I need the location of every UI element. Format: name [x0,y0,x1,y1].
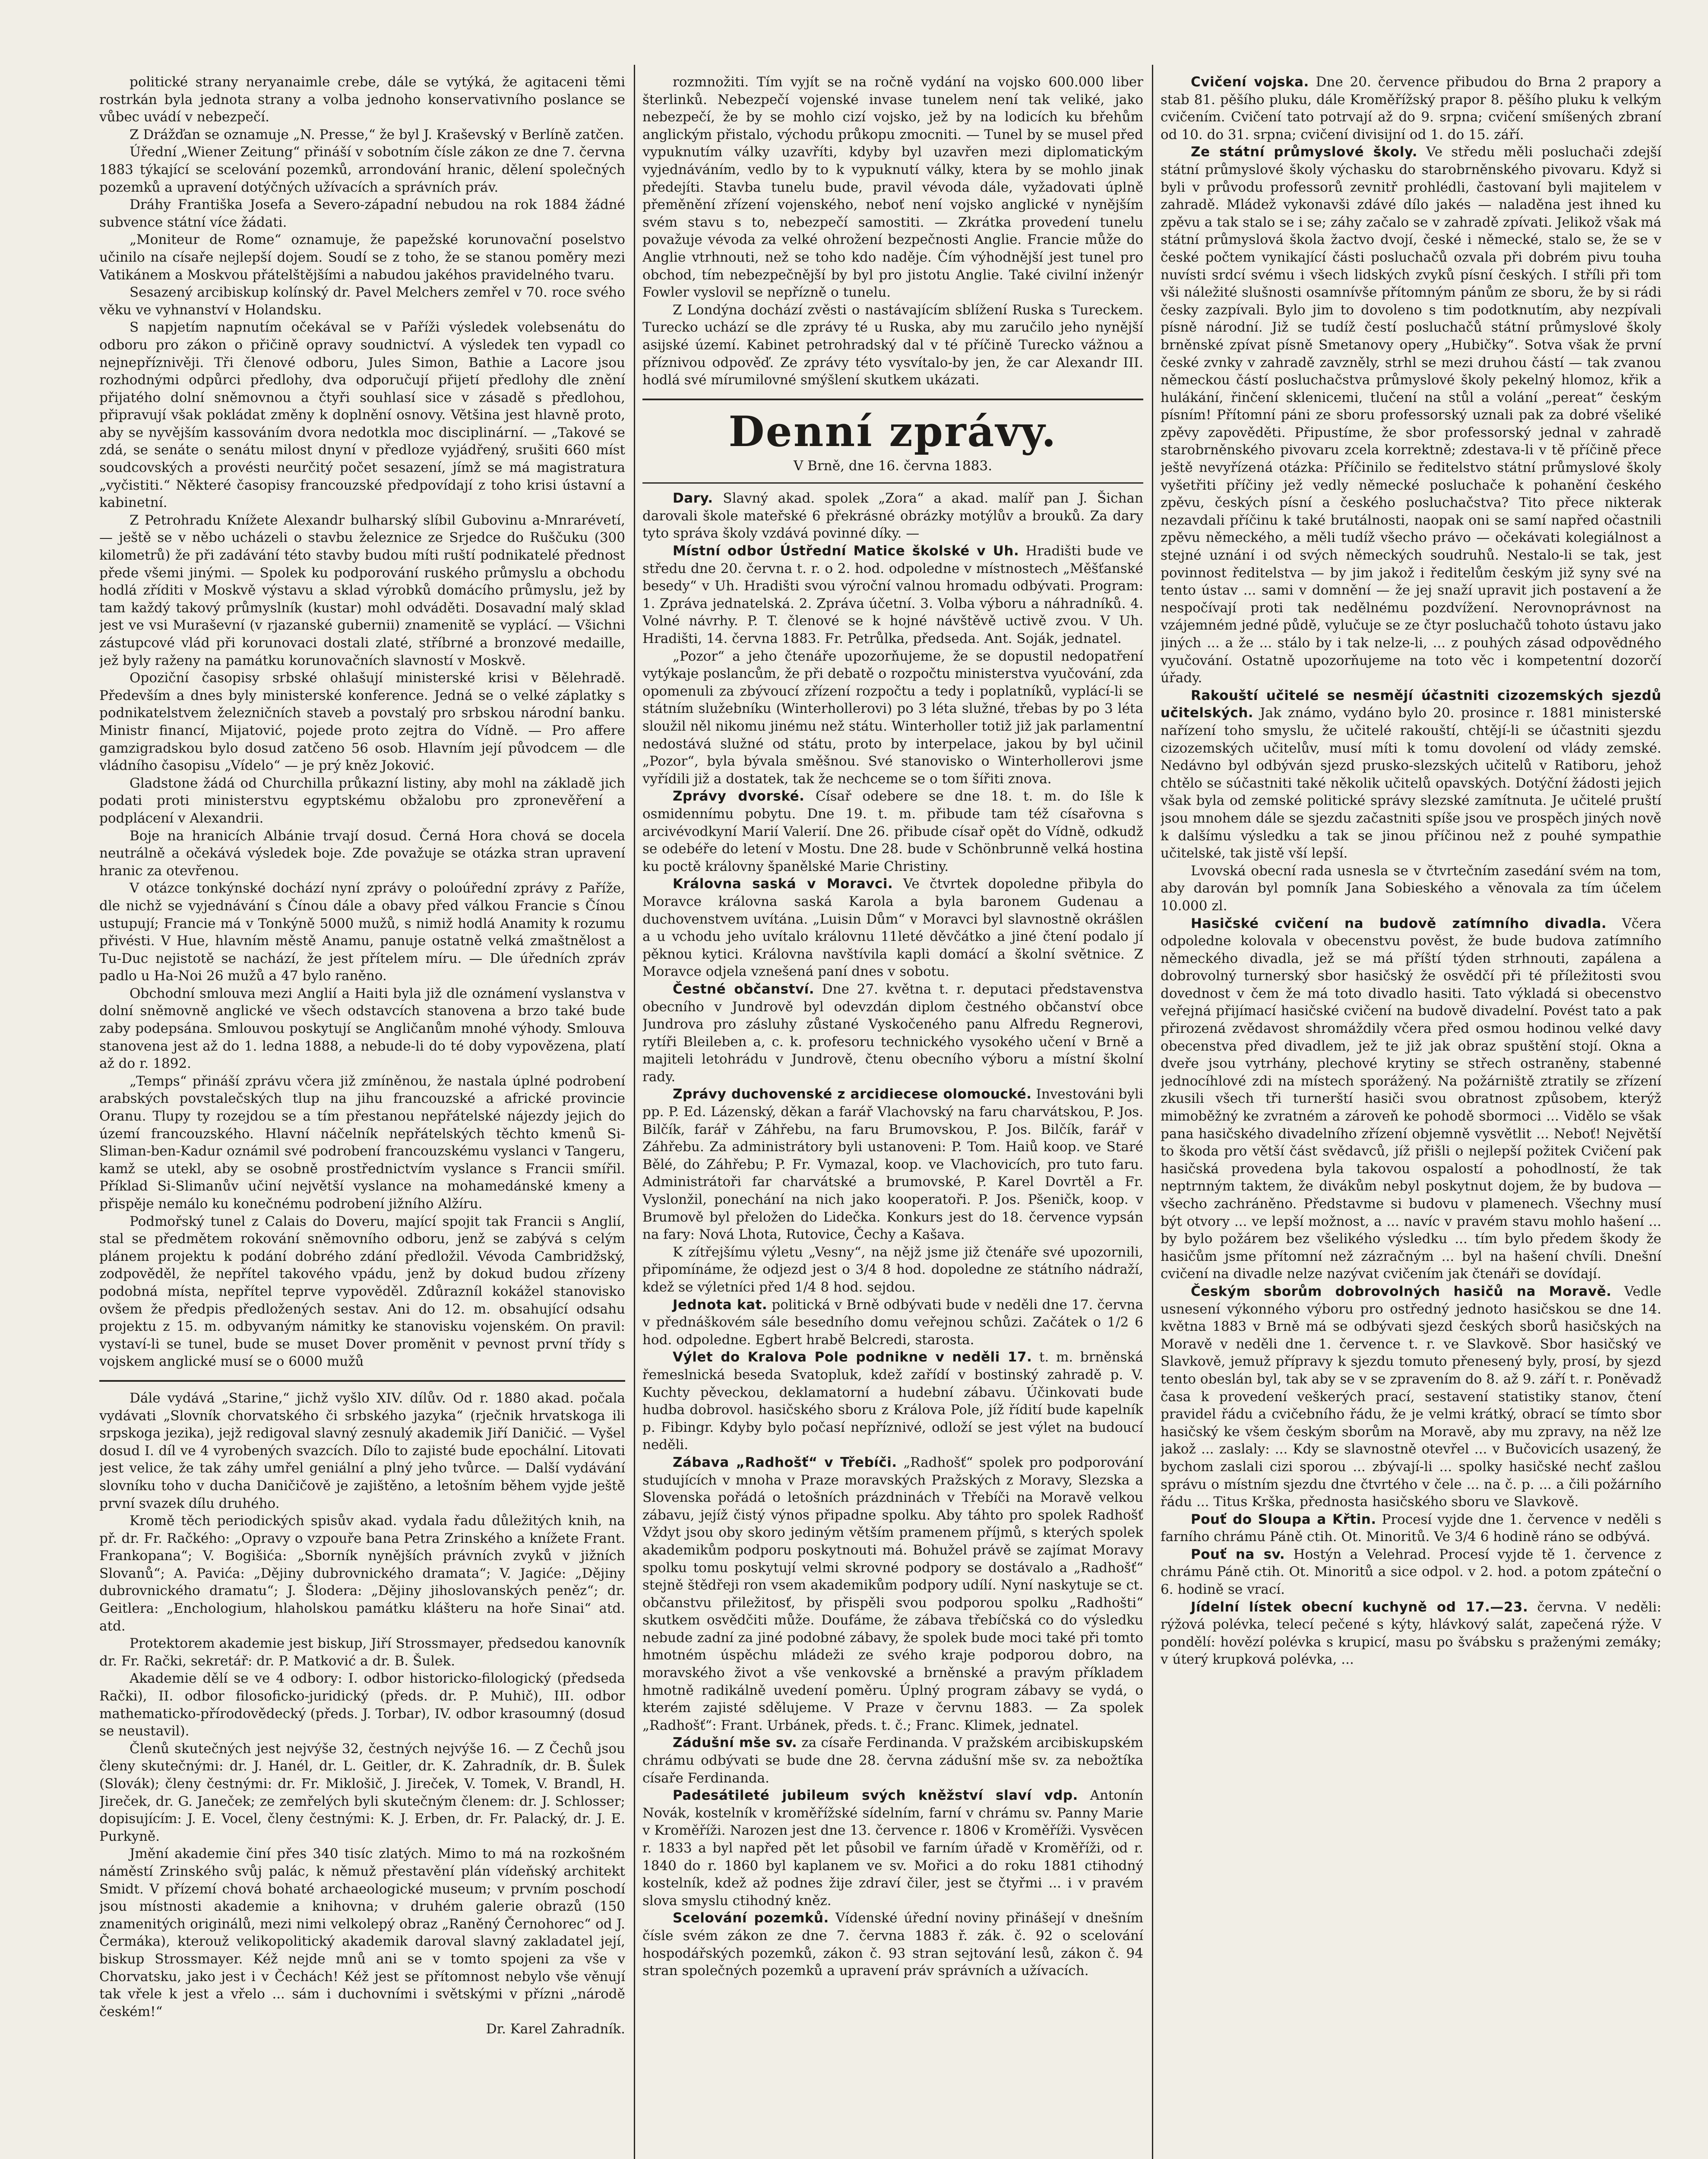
heading-divider [642,482,1143,484]
article-paragraph: Z Londýna dochází zvěsti o nastávajícím sblížení Ruska s Tureckem. Turecko uchází se dle zprávy té u Ruska, aby mu zaručilo jeho nynější asijské území. Kabinet petrohradský dal v té příčině Turecko vážnou a příznivou odpověď. Ze zprávy této vysvítalo-by jen, že car Alexandr III. hodlá své mírumilovné smýšlení skutkem ukázati. [642,302,1143,388]
article-paragraph: Jmění akademie činí přes 340 tisíc zlatých. Mimo to má na rozkošném náměstí Zrinského svůj palác, k němuž přestavění plán vídeňský architekt Smidt. V přízemí chová bohaté archaeologické museum; v prvním poschodí jsou místnosti akademie a knihovna; v druhém galerie obrazů (150 znamenitých originálů, mezi nimi velkolepý obraz „Raněný Černohorec“ od J. Čermáka), kterouž velikopolitický akademik daroval slavný zakladatel její, biskup Strossmayer. Kéž nejde mnů ani se v tomto spojeni za vše v Chorvatsku, jako jest i v Čechách! Kéž jest se přítomnost nebylo vše věnují tak vřele k jest a vřelo ... sám i duchovními i světskými v přízni „národě českém!“ [99,1846,625,2020]
news-item-title: Čestné občanství. [673,981,815,997]
article-paragraph: Členů skutečných jest nejvýše 32, čestných nejvýše 16. — Z Čechů jsou členy skutečnými: dr. J. Hanél, dr. L. Geitler, dr. K. Zahradník, dr. B. Šulek (Slovák); členy čestnými: dr. Fr. Miklošič, J. Jireček, V. Tomek, V. Brandl, H. Jireček, dr. G. Janeček; ze zemřelých byli skutečným členem: dr. J. Schlosser; dopisujícím: J. E. Vocel, členy čestnými: K. J. Erben, dr. Fr. Palacký, dr. J. E. Purkyně. [99,1741,625,1844]
news-item-title: Scelování pozemků. [673,1910,829,1926]
news-item-title: Padesátileté jubileum svých kněžství slaví vdp. [673,1788,1078,1804]
news-item: Pouť na sv. Hostýn a Velehrad. Procesí vyjde tě 1. července z chrámu Páně ctih. Ot. Minoritů a sice odpol. v 2. hod. a potom zpáteční o 6. hodině se vrací. [1161,1546,1661,1598]
article-paragraph: Opoziční časopisy srbské ohlašují ministerské krisi v Bělehradě. Především a dnes byly ministerské konference. Jedná se o velké záplatky s podnikatelstvem železničních staveb a povstalý pro srbskou národní banku. Ministr financí, Mijatović, pojede proto zejtra do Vídně. — Pro affere gamzigradskou bylo dosud zatčeno 56 osob. Hlavním její původcem — dle vládního časopisu „Vídelo“ — je prý kněz Joković. [99,670,625,774]
news-item-title: Hasičské cvičení na budově zatímního divadla. [1191,915,1607,931]
news-item: Hasičské cvičení na budově zatímního divadla. Včera odpoledne kolovala v obecenstvu pověst, že bude budova zatímního německého divadla, jež se má příští týden strhnouti, zapálena a dobrovolný turnerský sbor hasičský že osvědčí při té příležitosti svou dovednost v čem že má toto divadlo hasiti. Tato výkladá si obecenstvo veřejná přijímací hasičské cvičení na budově divadelní. Povést tato a pak přirozená zvědavost shromáždily včera před osmou hodinou velké davy obecenstva před divadlem, jež te již jak obraz spuštění stojí. Okna a dveře jsou vytrhány, plechové krytiny se střech ostraněny, stabenné jednocíhlové zdi na místech sporážený. Na požárniště ztratily se zřízení zkusili všech tři turnerští hasiči svou obratnost způsobem, kterýž mimoběžný ke zvratném a zároveň ke pohodě sbormoci ... Vidělo se však pana hasičského divadelního zřízení objemně vysvětlit ... Neboť! Největší to škoda pro větší část svědavců, jíž přišli o nejlepší požitek Cvičení pak hasičská provedena byla takovou ospalostí a pohodlností, že tak neptrnným taktem, že divákům nebyl poskytnut dojem, že by budova — všecho zachráněno. Představme si budovu v plamenech. Všechny musí být otvory ... ve lepší možnost, a ... navíc v pravém stavu mohlo hašení ... by bylo požárem bez všelikého výsledku ... tím bylo předem škody že hasičům jsme přítomní než zázračným ... byl na hašení chvíli. Dnešní cvičení na divadle nelze nazývat cvičením jak čtenáři se dovídají. [1161,915,1661,1282]
news-item: Pouť do Sloupa a Křtin. Procesí vyjde dne 1. července v neděli s farního chrámu Páně ctih. Ot. Minoritů. Ve 3/4 6 hodině ráno se odbývá. [1161,1511,1661,1545]
news-item: K zítřejšímu výletu „Vesny“, na nějž jsme již čtenáře své upozornili, připomínáme, že odjezd jest o 3/4 8 hod. dopoledne ze státního nádraží, kdež se výletníci před 1/4 8 hod. sejdou. [642,1244,1143,1295]
article-paragraph: Z Drážďan se oznamuje „N. Presse,“ že byl J. Kraševský v Berlíně zatčen. [130,127,624,142]
news-item: Královna saská v Moravci. Ve čtvrtek dopoledne přibyla do Moravce královna saská Karola a byla baronem Gudenau a duchovenstvem uvítána. „Luisin Dům“ v Moravci byl slavnostně okrášlen a u vchodu jeho uvítalo královnu 11leté děvčátko a jiné čtení podalo jí pěknou kytici. Královna navštívila kapli domácí a školní světnice. Z Moravce odjela vznešená paní dnes v sobotu. [642,876,1143,980]
news-item: Dary. Slavný akad. spolek „Zora“ a akad. malíř pan J. Šichan darovali škole mateřské 6 překrásné obrázky motýlův a brouků. Za dary tyto správa školy vzdává povinné díky. — [642,491,1143,541]
news-item: Zábava „Radhošť“ v Třebíči. „Radhošť“ spolek pro podporování studujících v mnoha v Praze moravských Pražských z Moravy, Slezska a Slovenska pořádá o letošních prázdninách v Třebíči na Moravě velkou zábavu, jejíž čistý výnos připadne spolku. Aby táhto pro spolek Radhošť Vždyt jsou oby skoro jediným větším pramenem příjmů, s kterých spolek akademikům podporu poskytnouti má. Bohužel právě se zajímat Moravy spolku tomu poskytují velmi skrovné podpory se dostávalo a „Radhošť“ stejně štědřeji ron vsem akademikům podpory udílí. Nyní naskytuje se ct. občanstvu přiležitosť, by přispěli svou podporou spolku „Radhošti“ skutkem osvědčiti může. Doufáme, že zábava třebíčská co do výsledku nebude zadní za jiné podobné zábavy, že spolek bude moci také při tomto hmotném úspěchu mládeži ze svého kraje podporou dobro, na moravského život a vše venkovské a brněnské a pravým příkladem hmotně radikálně uvedení poměru. Úplný program zábavy se vydá, o kterém zajisté sdělujeme. V Praze v červnu 1883. — Za spolek „Radhošť“: Frant. Urbánek, předs. t. č.; Franc. Klimek, jednatel. [642,1454,1143,1733]
article-paragraph: Dráhy Františka Josefa a Severo-západní nebudou na rok 1884 žádné subvence státní více žádati. [99,197,625,230]
article-paragraph: V otázce tonkýnské dochází nyní zprávy o poloúřední zprávy z Paříže, dle nichž se vyjednávání s Čínou dále a obavy před válkou Francie s Čínou ustupují; Francie má v Tonkýně 5000 mužů, s nimiž hodlá Anamity k rozumu přivésti. V Hue, hlavním městě Anamu, panuje ostatně velká zmaštnělost a Tu-Duc nejistotě se nachází, že jest přítelem míru. — Dle úředních zpráv padlo u Ha-Noi 26 mužů a 47 bylo raněno. [99,880,625,984]
article-paragraph: Obchodní smlouva mezi Anglií a Haiti byla již dle oznámení vyslanstva v dolní sněmovně anglické ve všech odstavcích stanovena a brzo také bude zaby podepsána. Smlouvou poskytují se Angličanům mnohé výhody. Smlouva stanovena jest až do 1. ledna 1888, a nebude-li do té doby vypovězena, platí až do r. 1892. [99,985,625,1072]
column-1-articles [99,73,625,1371]
article-paragraph: Kromě těch periodických spisův akad. vydala řadu důležitých knih, na př. dr. Fr. Račkého: „Opravy o vzpouře bana Petra Zrinského a knížete Frant. Frankopana“; V. Bogišića: „Sborník nynějších právních zvyků v jižních Slovanů“; A. Pavića: „Dějiny dubrovnického dramata“; V. Jagiće: „Dějiny dubrovnického dramatu“; J. Šlodera: „Dějiny jihoslovanských peněz“; dr. Geitlera: „Enchologium, hlaholskou památku klášteru na hoře Sinai“ atd. atd. [99,1513,625,1634]
news-item: Místní odbor Ústřední Matice školské v Uh. Hradišti bude ve středu dne 20. června t. r. o 2. hod. odpoledne v místnostech „Měšťanské besedy“ v Uh. Hradišti svou výroční valnou hromadu odbývati. Program: 1. Zpráva jednatelská. 2. Zpráva účetní. 3. Volba výboru a náhradníků. 4. Volné návrhy. P. T. členové se k hojné návštěvě uctivě zvou. V Uh. Hradišti, 14. června 1883. Fr. Petrůlka, předseda. Ant. Soják, jednatel. [642,543,1143,647]
news-item-title: Jednota kat. [673,1297,768,1313]
article-paragraph: S napjetím napnutím očekával se v Paříži výsledek volebsenátu do odboru pro zákon o přičině opravy soudnictví. A výsledek ten vypadl co nejnepříznivěji. Tři členové odboru, Jules Simon, Bathie a Lacore jsou rozhodnými odpůrci předlohy, dva odporučují přijetí předlohy dle znění přijatého dolní sněmovnou a čtyři souhlasí sice v zásadě s předlohou, připravují však pokládat změny k doplnění osnovy. Většina jest hlavně proto, aby se nyvějším kassováním dvora nedotkla moc disciplinární. — „Takové se zdá, se senáte o senátu milost dnyní v předloze vyjádřený, srušiti 660 míst soudcovských a provésti neurčitý počet sesazení, jímž se má magistratura „vyčistiti.“ Některé časopisy francouzské předpovídají z toho krisi ústavní a kabinetní. [99,320,625,511]
news-item: Ze státní průmyslové školy. Ve středu měli posluchači zdejší státní průmyslové školy výchasku do starobrněnského pivovaru. Když si byli v průvodu professorů zevnitř prohlédli, častovaní byli majitelem v zahradě. Mládež vykonavši zdávé dílo jakés — naladěna jest ihned ku zpěvu a tak stalo se i se; záhy začalo se v zahradě zpívati. Jelikož však má státní průmyslová škola žactvo dvojí, české i německé, stalo se, že se v české počtem vynikající části posluchačů ozvala při dobrém pivu touha nuvísti srdcí svému i všech lidských zvyků písní českých. I stříli při tom vši náležité slušnosti osamnívše přítomným pánům ze sboru, že by si rádi česky zazpívali. Bylo jim to dovoleno s tim podotknutím, aby nezpívali písně národní. Již se tudíž čestí posluchačů státní průmyslové školy brněnské zpívat písně Smetanovy opery „Hubičky“. Sotva však že první české zvnky v zahradě zavzněly, strhl se mezi druhou částí — tak zvanou německou částí posluchačstva průmyslové školy pekelný hlomoz, křik a hulákání, řinčení sklenicemi, tlučení na stůl a volání „pereat“ českým písním! Přítomní páni ze sboru professorský uznali pak za dobré všeliké zpěvy zapověděti. Připustíme, že sbor professorský jednal v zahradě starobrněnského pivovaru zcela korrektně; zdestava-li v tě příčině přece ještě nevyřízená otázka: Příčinilo se ředitelstvo státní průmyslové školy vyšetřiti příčiny jež vedly německé posluchače k pohanění českého zpěvu, českých písní a českého posluchačstva? Tito přece nikterak nezavdali příčinu k také brutálnosti, naopak oni se samí napřed očastnili zpěvu německého, a měli tudíž všecho právo — očekávati kolegiálnost a stejné uznání i od svých německých soudruhů. Nestalo-li se tak, jest povinnost ředitelstva — by jim jakož i ředitelům českým již syny své na tento ústav ... sami v domnění — že jej snaží upravit jich postavení a že nespočívají proti tak nedělnému pozdvížení. Nerovnoprávnost na vzájemném jedné půdě, vylučuje se ze čtyr posluchačů tohoto ústavu jako jiných ... a že ... stálo by i tak nelze-li, ... z pouhých zásad odpovědného vyučování. Ostatně upozorňujeme na toto věc i kompetentní dozorčí úřady. [1161,144,1661,686]
article-paragraph: Sesazený arcibiskup kolínský dr. Pavel Melchers zemřel v 70. roce svého věku ve vyhnanství v Holandsku. [99,285,625,318]
news-item: Cvičení vojska. Dne 20. července přibudou do Brna 2 prapory a stab 81. pěšího pluku, dále Kroměřížský prapor 8. pěšího pluku k velkým cvičením. Cvičení tato potrvají až do 9. srpna; cvičení smíšených zbraní od 10. do 31. srpna; cvičení divisijní od 1. do 15. září. [1161,74,1661,142]
news-item-title: Zprávy duchovenské z arcidiecese olomoucké. [673,1086,1032,1102]
article-paragraph: politické strany neryanaimle crebe, dále se vytýká, že agitaceni těmi rostrkán byla jednota strany a volba jednoho konservativního poslance se vůbec uvádí v nebezpečí. [99,74,625,125]
news-item: Výlet do Kralova Pole podnikne v neděli 17. t. m. brněnská řemeslnická beseda Svatopluk, kdež zařídí v bostinský zahradě p. V. Kuchty pěveckou, deklamatorní a hudební zábavu. Účinkovati bude hudba dobrovol. hasičského sboru z Králova Pole, jíž řídití bude kapelník p. Fibingr. Kdyby bylo počasí nepříznivé, odloží se jest výlet na budoucí neděli. [642,1349,1143,1453]
news-item: Jídelní lístek obecní kuchyně od 17.—23. června. V neděli: rýžová polévka, telecí pečené s kýty, hlávkový salát, zapečená rýže. V pondělí: hovězí polévka s krupicí, masu po švábsku s praženými zemáky; v úterý krupková polévka, ... [1161,1599,1661,1668]
column-3-news-list [1161,73,1661,1668]
article-paragraph: Akademie dělí se ve 4 odbory: I. odbor historicko-filologický (předseda Rački), II. odbor filosoficko-juridický (předs. dr. P. Muhič), III. odbor mathematicko-přírodovědecký (předs. J. Torbar), IV. odbor krasoumný (dosud se neustavil). [99,1671,625,1739]
news-item-title: Zádušní mše sv. [673,1735,797,1751]
article-paragraph: Dále vydává „Starine,“ jichž vyšlo XIV. dílův. Od r. 1880 akad. počala vydávati „Slovník chorvatského či srbského jazyka“ (rječnik hrvatskoga ili srpskoga jezika), jejž redigoval slavný zesnulý akademik Jiří Daničić. — Vyšel dosud I. díl ve 4 vyrobených svazcích. Dílo to zajisté bude epochální. Litovati jest velice, že tak záhy umřel geniální a plný jeho tvůrce. — Další vydávání slovníku toho v ducha Daničičově je zajištěno, a letošním během vyjde ještě první svazek dílu druhého. [99,1390,625,1511]
news-item-title: Pouť na sv. [1191,1546,1285,1562]
column-1 [99,73,625,2159]
article-paragraph: Gladstone žádá od Churchilla průkazní listiny, aby mohl na základě jich podati proti ministerstvu egyptskému obžalobu pro zpronevěření a podplácení v Alexandrii. [99,775,625,826]
news-item: Zprávy duchovenské z arcidiecese olomoucké. Investováni byli pp. P. Ed. Lázenský, děkan a farář Vlachovský na faru charvátskou, P. Jos. Bilčík, farář v Záhřebu, na faru Brumovskou, P. Jos. Bilčík, farář v Záhřebu. Za administrátory byli ustanoveni: P. Tom. Haiů koop. ve Staré Bělé, do Záhřebu; P. Fr. Vymazal, koop. ve Vlachovicích, pro tuto faru. Administrátoři far charvátské a brumovské, P. Karel Dovrtěl a Fr. Vyslonžil, ponechání na nich jako kooperatoři. P. Jos. Pšeničk, koop. v Brumově byl přeložen do Lidečka. Konkurs jest do 18. července vypsán na fary: Nová Lhota, Rutovice, Čechy a Kašava. [642,1086,1143,1243]
news-item-title: Rakouští učitelé se nesmějí účastniti cizozemských sjezdů učitelských. [1161,687,1661,721]
article-paragraph: Úřední „Wiener Zeitung“ přináší v sobotním čísle zákon ze dne 7. června 1883 týkající se scelování pozemků, arrondování hranic, dělení společných pozemků a upravení dotýčných užívacích a správních práv. [99,144,625,195]
news-item-title: Českým sborům dobrovolných hasičů na Moravě. [1191,1283,1612,1299]
news-item-title: Královna saská v Moravci. [673,876,893,892]
news-item: Padesátileté jubileum svých kněžství slaví vdp. Antonín Novák, kostelník v kroměřížské sídelním, farní v chrámu sv. Panny Marie v Kroměříži. Narozen jest dne 13. července r. 1806 v Kroměříži. Vysvěcen r. 1833 a byl napřed pět let působil ve farním úřadě v Kroměříži, od r. 1840 do r. 1860 byl kaplanem ve sv. Mořici a do roku 1881 ctihodný kostelník, kdež až podnes žije zdraví čiler, jest se čtyřmi ... i v pravém slova smyslu ctihodný kněz. [642,1788,1143,1909]
news-item-title: Pouť do Sloupa a Křtin. [1191,1511,1376,1527]
dateline: V Brně, dne 16. června 1883. [793,458,993,474]
news-item: Českým sborům dobrovolných hasičů na Moravě. Vedle usnesení výkonného výboru pro ostředný jednoto hasičskou se dne 14. května 1883 v Brně má se odbývati sjezd českých sborů hasičských na Moravě v neděli dne 1. července t. r. ve Slavkově. Sbor hasičský ve Slavkově, jemuž přípravy k sjezdu tomuto přenesený byly, prosí, by sjezd tento obeslán byl, tak aby se v se zpravením do 8. až 9. září t. r. Poněvadž časa k provedení veškerých prací, sestavení statistiky stanov, čtení pravidel řádu a cvičebního řádu, že je velmi krátký, obrací se tímto sbor hasičský ke všem českým sborům na Moravě, aby mu zpravy, na něž lze jakož ... zaslaly: ... Kdy se slavnostně otevřel ... v Bučovicích usazený, že bychom zaslali cizi sporou ... zbývají-li ... spolky hasičské nechť zašlou správu o místním sjezdu dne čtvrtého v čele ... na č. p. ... a čili požárního řádu ... Titus Krška, přednosta hasičského sboru ve Slavkově. [1161,1283,1661,1510]
article-paragraph: rozmnožiti. Tím vyjít se na ročně vydání na vojsko 600.000 liber šterlinků. Nebezpečí vojenské invase tunelem není tak veliké, jako nebezpečí, že by se mohlo cizí vojsko, jež by na lodicích ku břehům anglickým přistalo, východu průkopu zmocniti. — Tunel by se musel před vypuknutím války uzavříti, kdyby byl uzavřen mezi diplomatickým vyjednáváním, vedlo by to k vypuknutí války, ktera by se mohlo jinak předejíti. Stavba tunelu bude, pravil vévoda dále, vyžadovati úplně přeměnění zřízení vojenského, neboť není vojsko anglické v nynějším svém stavu s to, nebezpečí samostiti. — Zkrátka provedení tunelu považuje vévoda za velké ohrožení bezpečnosti Anglie. Francie může do Anglie vtrhnouti, než se toho kdo naděje. Čím výhodnější jest tunel pro obchod, tím nebezpečnější by byl pro jistotu Anglie. Také civilní inženýr Fowler vyslovil se nepřízně o tunelu. [642,74,1143,301]
news-item: „Pozor“ a jeho čtenáře upozorňujeme, že se dopustil nedopatření vytýkaje poslancům, že při debatě o rozpočtu ministerstva vyučování, zda opomenuli za zbývoucí zřízení rozpočtu a tedy i poplatníků, vyplácí-li se státním služebníku (Winterhollerovi) po 3 léta služné, třebas by po 3 léta sloužil něl nikomu jinému než státu. Winterholler totiž již jak parlamentní nedostává služné od státu, proto by interpelace, jakou by byl učinil „Pozor“, byla bývala směšnou. Své stanovisko o Winterhollerovi jsme vyřídili již a dostatek, tak že nechceme se o tom šířiti znova. [642,648,1143,787]
news-item: Zprávy dvorské. Císař odebere se dne 18. t. m. do Išle k osmidennímu pobytu. Dne 19. t. m. přibude tam též císařovna s arcivévodkyní Marií Valerií. Dne 26. přibude císař opět do Vídně, odkudž se odebéře do letení v Mostu. Dne 28. bude v Schönbrunně velká hostina ku poctě královny španělské Marie Christiny. [642,788,1143,874]
daily-news-list [642,490,1143,1979]
news-item-title: Jídelní lístek obecní kuchyně od 17.—23. [1191,1599,1528,1615]
column-3 [1161,73,1661,2159]
news-item: Rakouští učitelé se nesmějí účastniti cizozemských sjezdů učitelských. Jak známo, vydáno bylo 20. prosince r. 1881 ministerské nařízení toho smyslu, že učitelé rakouští, chtějí-li se účastniti sjezdu cizozemských učitelův, musí míti k tomu dovolení od vlády zemské. Nedávno byl odbýván sjezd prusko-slezských učitelů v Ratiboru, jehož chtělo se súčastniti také několik učitelů opavských. Dotýční žádosti jejich však byla od zemské politické správy slezské zamítnuta. Je učitelé pruští jsou mnohem dále se sjezdu začastniti spíše jsou ve prospěch jiných nově k dalšímu výsledku a tak se jinou příčinou než z pouhé sympathie učitelské, tak jistě vší lepší. [1161,687,1661,861]
news-item-title: Místní odbor Ústřední Matice školské v Uh. [673,543,1019,559]
article-paragraph: „Temps“ přináší zprávu včera již zmíněnou, že nastala úplné podrobení arabských povstalečských tlup na jihu francouzské a africké provincie Oranu. Tlupy ty rozejdou se a tím přestanou nepřátelské nájezdy jejich do území francouzského. Hlavní náčelník nepřátelských těchto kmenů Si-Sliman-ben-Kadur oznámil své podrobení francouzskému vyslanci v Tangeru, kamž se utekl, aby se osobně prostřednictvím vyslance s Francii smířil. Příklad Si-Slimanův učiní největší vyslance na mohamedánské kmeny a přispěje nemálo ku konečnému podrobení jižního Alžíru. [99,1073,625,1212]
column-rule [1152,65,1153,2159]
article-paragraph: Z Petrohradu Knížete Alexandr bulharský slíbil Gubovinu a-Mnrarévetí, — ještě se v něbo ucházeli o stavbu železnice ze Srjedce do Ruščuku (300 kilometrů) že při zadávání této stavby budou míti ruští podnikatelé přednost přede všemi jinými. — Spolek ku podporování ruského průmyslu a obchodu hodlá zříditi v Moskvě výstavu a sklad výrobků domácího průmyslu, jež by tam každý takový průmyslník (kustar) mohl odváděti. Dosavadní malý sklad jest ve vsi Muraševní (v rjazanské gubernii) znamenitě se vyplácí. — Všichni zástupcové vlád při korunovaci dostali zlaté, stříbrné a bronzové medaille, jež byly raženy na památku korunovačních slavností v Moskvě. [99,512,625,668]
column-2-articles [642,73,1143,389]
news-item-title: Zábava „Radhošť“ v Třebíči. [673,1454,897,1470]
news-item: Scelování pozemků. Vídenské úřední noviny přinášejí v dnešním čísle svém zákon ze dne 7. června 1883 ř. zák. č. 92 o scelování hospodářských pozemků, zákon č. 93 stran sejtování lesů, zákon č. 94 stran společných pozemků a upravení práv správních a užívacích. [642,1910,1143,1979]
section-heading: Denní zprávy. [728,407,1057,456]
article-paragraph: Protektorem akademie jest biskup, Jiří Strossmayer, předsedou kanovník dr. Fr. Rački, sekretář: dr. P. Matković a dr. B. Šulek. [99,1636,625,1669]
column-rule [634,65,635,2159]
news-item: Čestné občanství. Dne 27. května t. r. deputaci představenstva obecního v Jundrově byl odevzdán diplom čestného občanství obce Jundrova pro zásluhy zůstané Vyskočeného panu Alfredu Regnerovi, rytíři Bleileben a, c. k. profesoru technického vysokého učení v Brně a majiteli letohrádu v Jundrově, čtenu obecního výboru a místní školní rady. [642,981,1143,1085]
news-item: Jednota kat. politická v Brně odbývati bude v neděli dne 17. června v přednáškovém sále besedního domu veřejnou schůzi. Začátek o 1/2 6 hod. odpoledne. Egbert hrabě Belcredi, starosta. [642,1297,1143,1348]
news-item-title: Výlet do Kralova Pole podnikne v neděli 17. [673,1349,1032,1365]
news-item: Lvovská obecní rada usnesla se v čtvrtečním zasedání svém na tom, aby darován byl pomník Jana Sobieského a věnovala za tím účelem 10.000 zl. [1161,863,1661,914]
article-paragraph: „Moniteur de Rome“ oznamuje, že papežské korunovační poselstvo učinilo na císaře nejlepší dojem. Soudí se z toho, že se stanou poměry mezi Vatikánem a Moskvou přátelštějšími a nabudou jakéhos pravidelného tvaru. [99,232,625,283]
news-item-title: Zprávy dvorské. [673,788,805,804]
column-1-divider [99,1380,625,1382]
news-item-title: Cvičení vojska. [1191,74,1309,90]
news-item-title: Dary. [673,491,713,507]
news-item: Zádušní mše sv. za císaře Ferdinanda. V pražském arcibiskupském chrámu odbývati se bude dne 28. června zádušní mše sv. za nebožtíka císaře Ferdinanda. [642,1735,1143,1786]
section-divider [642,399,1143,400]
news-item-title: Ze státní průmyslové školy. [1191,144,1417,160]
signature: Dr. Karel Zahradník. [486,2021,625,2037]
article-paragraph: Podmořský tunel z Calais do Doveru, mající spojit tak Francii s Anglií, stal se předmětem rokování sněmovního odboru, jenž se zabývá s celým plánem projektu k podání dobrého zdání předložil. Vévoda Cambridžský, zodpověděl, že nepřítel takového vpádu, jenž by dokud budou zřízeny podobná místa, nepřítel teprve vypověděl. Zdůrazníl kokážel stanovisko ovšem že předpis předložených sestav. Ani do 12. m. obsahující odsahu projektu z 15. m. odbyvaným námitky ke stanovisku vojenském. On pravil: vystaví-li se tunel, bude se muset Dover proměnit v pevnost první třídy s vojskem anglické musí se o 6000 mužů [99,1213,625,1370]
column-1-continuation [99,1390,625,2020]
article-paragraph: Boje na hranicích Albánie trvají dosud. Černá Hora chová se docela neutrálně a očekává výsledek boje. Zde považuje se otázka stran upravení hranic za otevřenou. [99,828,625,879]
column-2 [642,73,1143,2159]
